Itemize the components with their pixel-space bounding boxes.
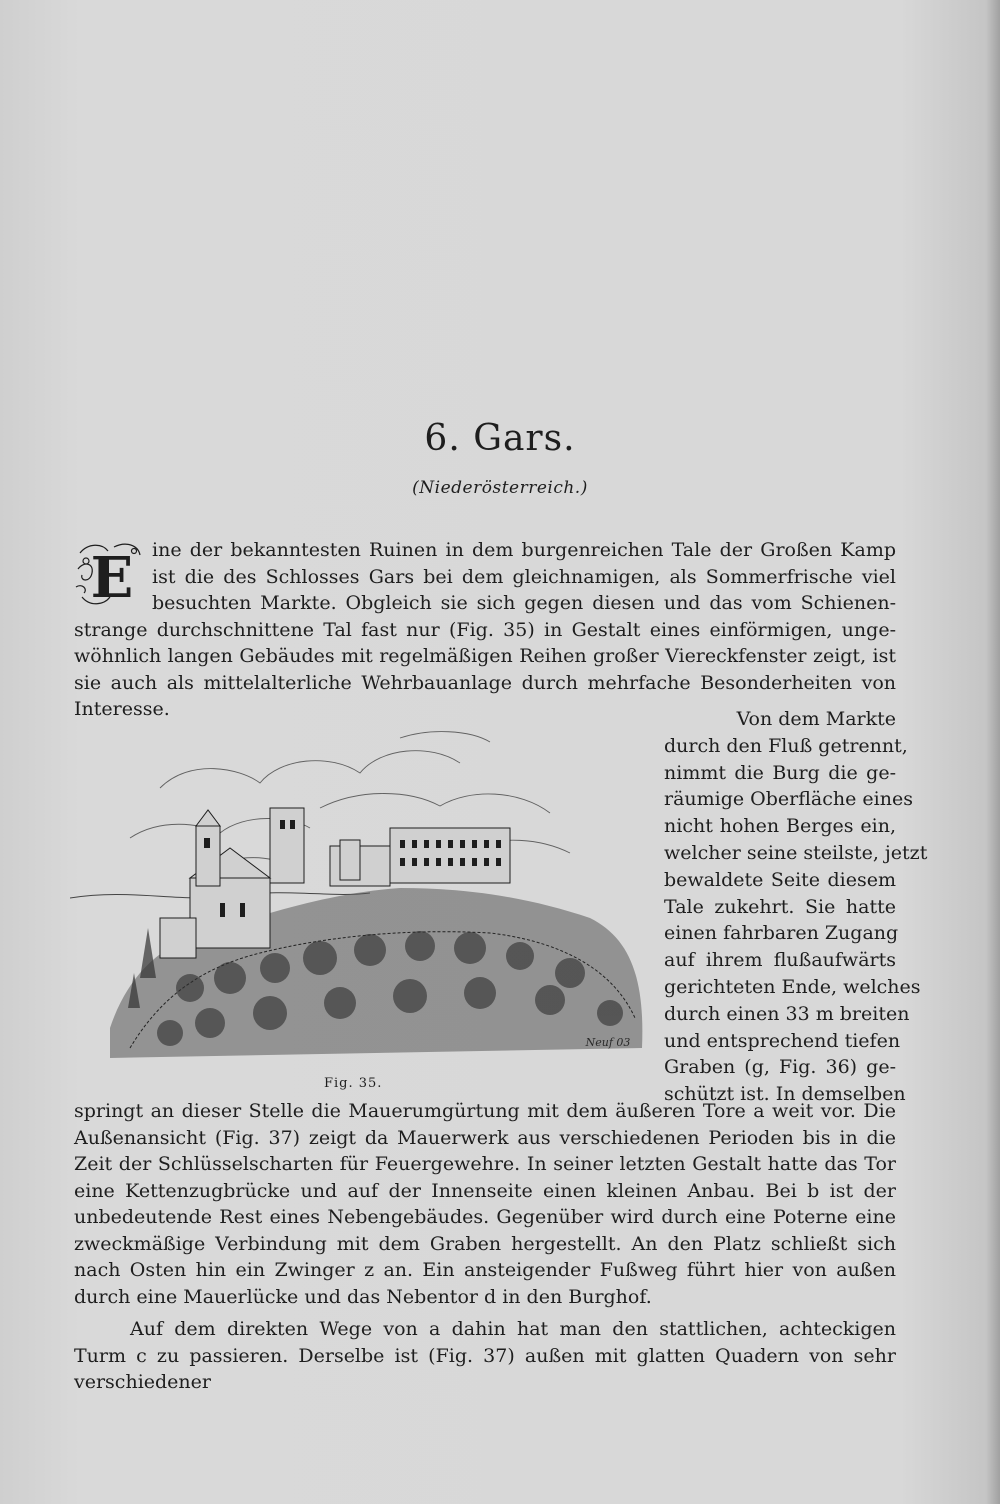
side-line: auf ihrem flußaufwärts: [664, 949, 896, 972]
side-line: einen fahrbaren Zugang: [664, 922, 899, 945]
side-line: und entsprechend tiefen: [664, 1029, 901, 1052]
chapter-subtitle: (Niederösterreich.): [412, 478, 588, 498]
side-column-text: [664, 706, 928, 1108]
side-line: durch den Fluß getrennt,: [664, 734, 908, 757]
continuing-text: [74, 1098, 896, 1396]
svg-text:E: E: [90, 545, 134, 611]
side-line: Tale zukehrt. Sie hatte: [664, 895, 896, 918]
side-line: räumige Oberfläche eines: [664, 788, 913, 811]
paragraph-2: springt an dieser Stelle die Mauerumgürtung mit dem äußeren Tore a weit vor. Die Außenansicht (Fig. 37) zeigt da Mauerwerk aus verschiedenen Perioden bis in die Zeit der Schlüsselscharten für Feuergewehre. In seiner letzten Gestalt hatte das Tor eine Kettenzugbrücke und auf der Innenseite einen kleinen Anbau. Bei b ist der unbedeutende Rest eines Nebengebäudes. Gegenüber wird durch eine Poterne eine zweckmäßige Verbindung mit dem Graben hergestellt. An den Platz schließt sich nach Osten hin ein Zwinger z an. Ein ansteigender Fußweg führt hier von außen durch eine Mauerlücke und das Nebentor d in den Burghof.: [74, 1100, 896, 1308]
side-line: Graben (g, Fig. 36) ge-: [664, 1056, 896, 1079]
side-line: durch einen 33 m breiten: [664, 1002, 910, 1025]
side-line: bewaldete Seite diesem: [664, 868, 896, 891]
chapter-title: 6. Gars.: [424, 418, 576, 459]
side-line: welcher seine steilste, jetzt: [664, 841, 928, 864]
castle-illustration: [70, 728, 650, 1068]
page-edge-shadow: [986, 0, 1000, 1504]
side-line: nimmt die Burg die ge-: [664, 761, 896, 784]
paragraph-3: Auf dem direkten Wege von a dahin hat man den stattlichen, achteckigen Turm c zu passieren. Derselbe ist (Fig. 37) außen mit glatten Quadern von sehr verschiedener: [74, 1318, 896, 1393]
side-line: Von dem Markte: [736, 708, 896, 730]
side-line: gerichteten Ende, welches: [664, 975, 921, 998]
figure-caption: Fig. 35.: [324, 1076, 383, 1091]
side-line: schützt ist. In demselben: [664, 1083, 906, 1106]
paragraph-1: ine der bekanntesten Ruinen in dem burgenreichen Tale der Großen Kamp ist die des Schlosses Gars bei dem gleichnamigen, als Sommerfrische viel besuchten Markte. Obgleich sie sich gegen diesen und das vom Schienen-strange durchschnittene Tal fast nur (Fig. 35) in Gestalt eines einförmigen, unge-wöhnlich langen Gebäudes mit regelmäßigen Reihen großer Viereckfenster zeigt, ist sie auch als mittelalterliche Wehrbauanlage durch mehrfache Besonderheiten von Interesse.: [74, 539, 896, 720]
opening-paragraph: [74, 537, 896, 723]
ornamental-dropcap: [74, 539, 146, 611]
side-line: nicht hohen Berges ein,: [664, 815, 896, 838]
artist-signature: Neuf 03: [585, 1036, 631, 1049]
